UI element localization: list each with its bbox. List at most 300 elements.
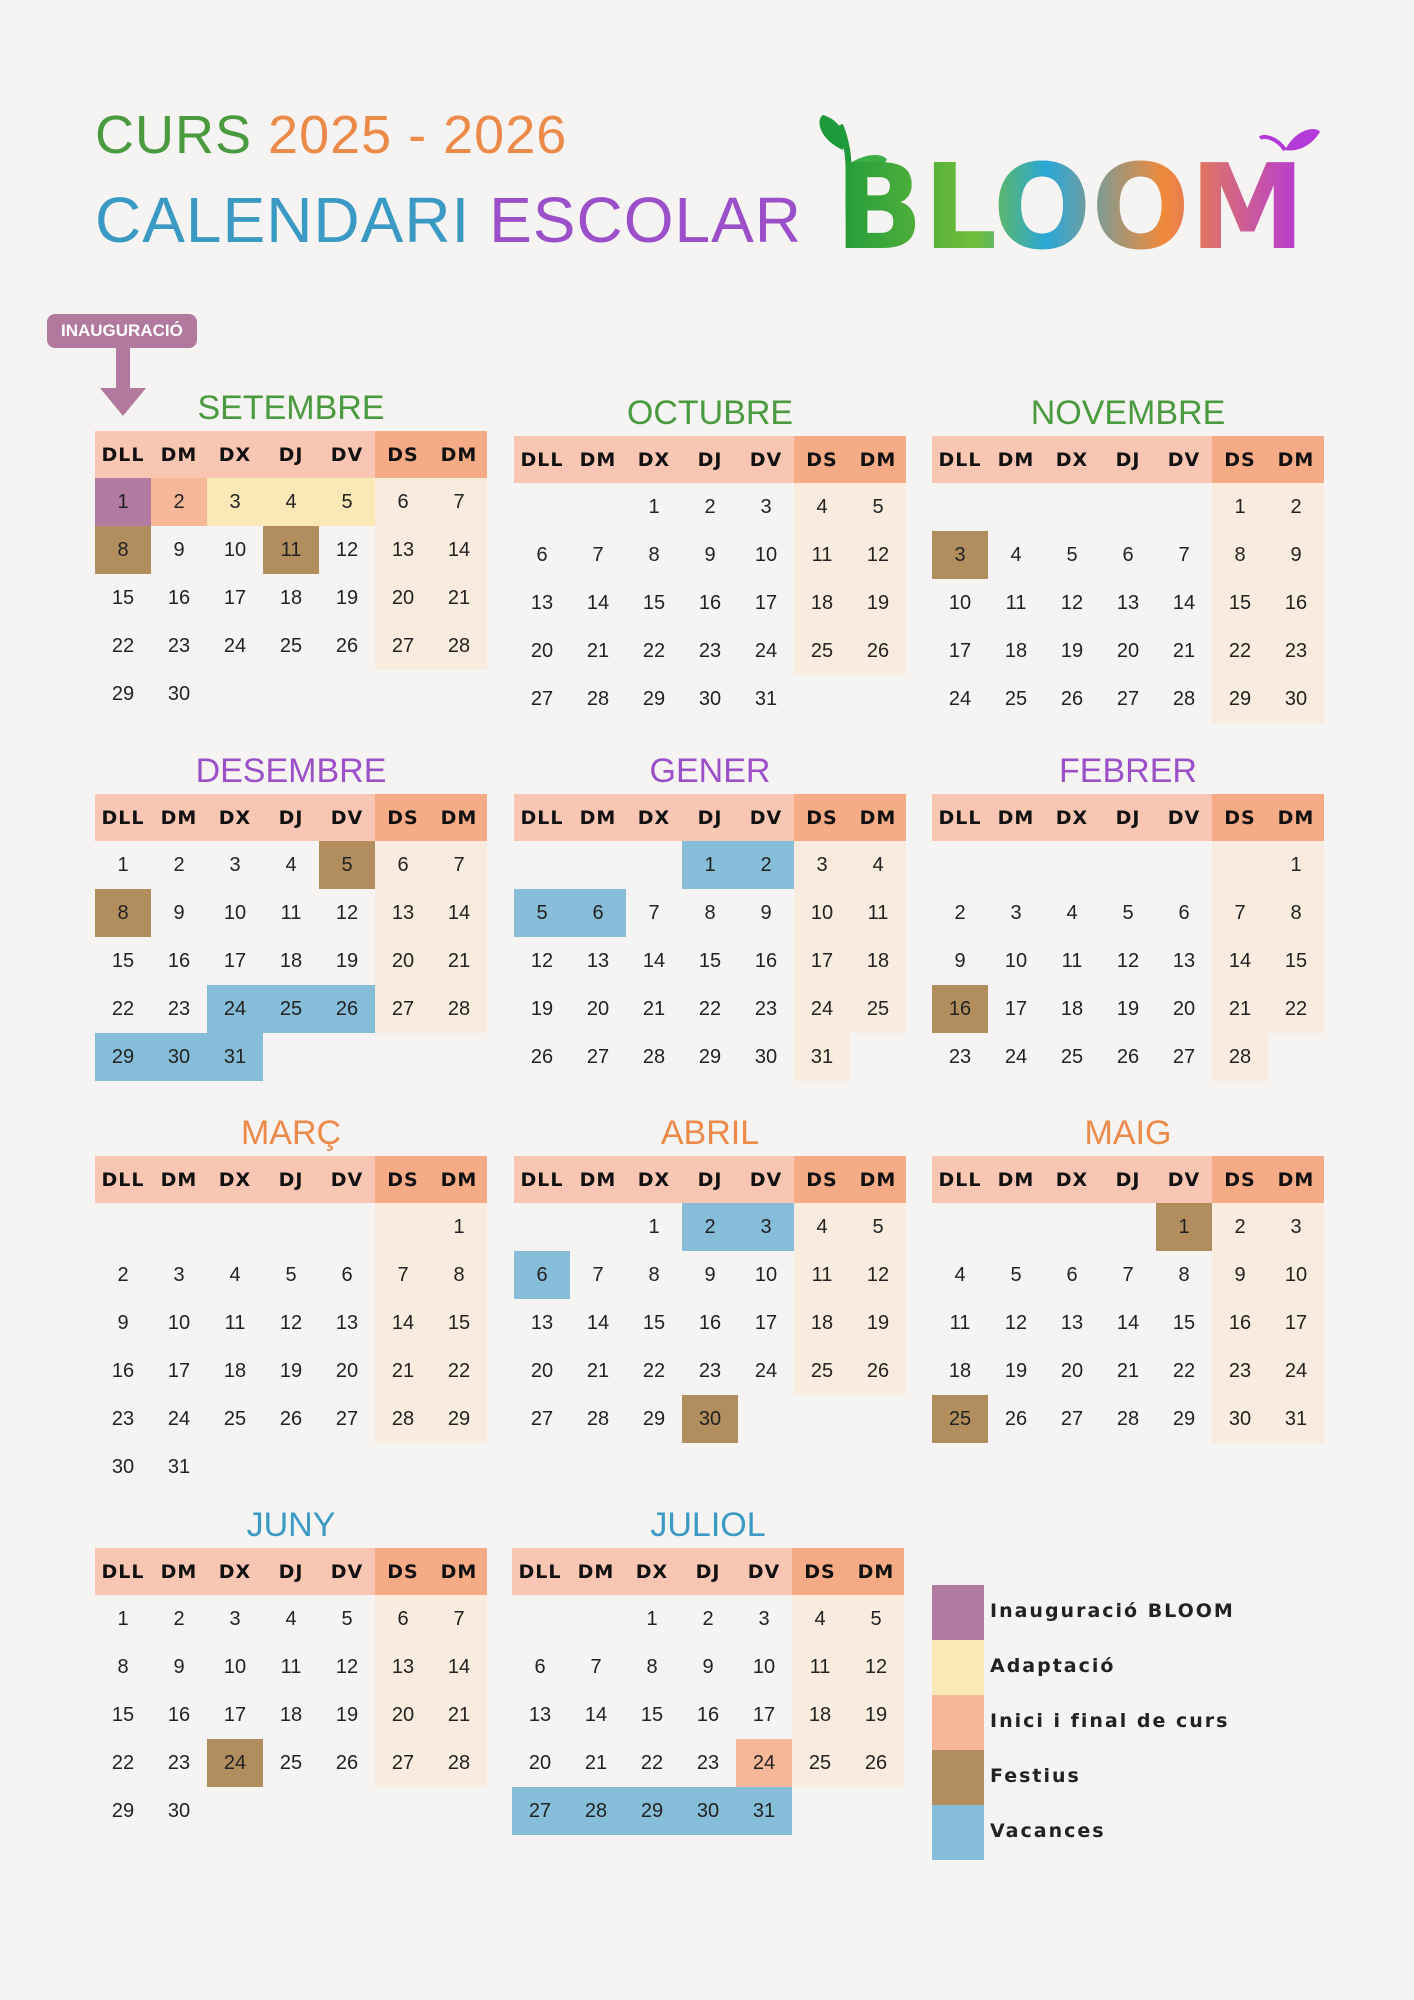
day-cell: 18 bbox=[794, 1299, 850, 1347]
day-cell: 28 bbox=[431, 1739, 487, 1787]
day-cell: 19 bbox=[335, 1703, 359, 1726]
day-cell: 11 bbox=[792, 1643, 848, 1691]
day-cell: 22 bbox=[1212, 627, 1268, 675]
day-cell: 12 bbox=[1060, 591, 1084, 614]
legend-swatch bbox=[932, 1640, 984, 1695]
day-cell: 2 bbox=[704, 495, 716, 518]
month-title: DESEMBRE bbox=[195, 752, 387, 790]
day-cell: 3 bbox=[794, 841, 850, 889]
day-cell: 15 bbox=[111, 586, 135, 609]
week-row bbox=[514, 1347, 906, 1395]
day-cell: 1 bbox=[682, 841, 738, 889]
day-cell: 27 bbox=[1116, 687, 1140, 710]
week-row bbox=[932, 531, 1324, 579]
day-cell: 14 bbox=[584, 1703, 608, 1726]
day-cell: 12 bbox=[1004, 1311, 1028, 1334]
day-cell: 29 bbox=[111, 1799, 135, 1822]
day-cell: 2 bbox=[151, 478, 207, 526]
empty-cell bbox=[151, 1203, 207, 1251]
day-cell: 14 bbox=[431, 526, 487, 574]
day-cell: 14 bbox=[1172, 591, 1196, 614]
day-cell: 22 bbox=[1172, 1359, 1196, 1382]
day-cell: 14 bbox=[431, 889, 487, 937]
weekday-label: DV bbox=[319, 1548, 375, 1595]
day-cell: 4 bbox=[792, 1595, 848, 1643]
weekday-label: DV bbox=[319, 431, 375, 478]
escolar-label: ESCOLAR bbox=[489, 184, 802, 256]
day-cell: 12 bbox=[850, 531, 906, 579]
week-row bbox=[512, 1739, 904, 1787]
weekday-label: DS bbox=[375, 431, 431, 478]
empty-cell bbox=[850, 675, 906, 723]
day-cell: 14 bbox=[586, 591, 610, 614]
bloom-logo bbox=[815, 110, 1325, 260]
day-cell: 12 bbox=[850, 1251, 906, 1299]
day-cell: 22 bbox=[1268, 985, 1324, 1033]
weekday-header bbox=[95, 794, 487, 841]
week-row bbox=[95, 526, 487, 574]
empty-cell bbox=[512, 1595, 568, 1643]
day-cell: 3 bbox=[760, 495, 772, 518]
day-cell: 26 bbox=[335, 1751, 359, 1774]
day-cell: 16 bbox=[698, 591, 722, 614]
month-7 bbox=[514, 1110, 906, 1443]
month-table bbox=[514, 794, 906, 1081]
day-cell: 7 bbox=[592, 543, 604, 566]
weekday-label: DS bbox=[1212, 1156, 1268, 1203]
weekday-label: DV bbox=[1156, 436, 1212, 483]
day-cell: 1 bbox=[117, 1607, 129, 1630]
day-cell: 9 bbox=[173, 1655, 185, 1678]
weekday-label: DJ bbox=[263, 794, 319, 841]
day-cell: 29 bbox=[624, 1787, 680, 1835]
weekday-label: DLL bbox=[932, 436, 988, 483]
day-cell: 18 bbox=[850, 937, 906, 985]
week-row bbox=[95, 841, 487, 889]
day-cell: 12 bbox=[335, 538, 359, 561]
day-cell: 6 bbox=[1178, 901, 1190, 924]
day-cell: 26 bbox=[335, 634, 359, 657]
day-cell: 21 bbox=[1116, 1359, 1140, 1382]
week-row bbox=[95, 1443, 487, 1491]
day-cell: 7 bbox=[1122, 1263, 1134, 1286]
day-cell: 27 bbox=[375, 622, 431, 670]
day-cell: 30 bbox=[1268, 675, 1324, 723]
day-cell: 1 bbox=[431, 1203, 487, 1251]
day-cell: 26 bbox=[848, 1739, 904, 1787]
day-cell: 14 bbox=[1116, 1311, 1140, 1334]
day-cell: 17 bbox=[794, 937, 850, 985]
weekday-header bbox=[514, 794, 906, 841]
day-cell: 15 bbox=[1172, 1311, 1196, 1334]
day-cell: 10 bbox=[754, 1263, 778, 1286]
weekday-label: DS bbox=[794, 436, 850, 483]
day-cell: 25 bbox=[794, 1347, 850, 1395]
day-cell: 24 bbox=[1268, 1347, 1324, 1395]
day-cell: 1 bbox=[646, 1607, 658, 1630]
week-row bbox=[932, 627, 1324, 675]
day-cell: 17 bbox=[948, 639, 972, 662]
day-cell: 2 bbox=[954, 901, 966, 924]
day-cell: 20 bbox=[375, 937, 431, 985]
month-3 bbox=[95, 748, 487, 1081]
day-cell: 15 bbox=[698, 949, 722, 972]
day-cell: 7 bbox=[648, 901, 660, 924]
day-cell: 2 bbox=[117, 1263, 129, 1286]
month-table bbox=[95, 431, 487, 718]
day-cell: 7 bbox=[375, 1251, 431, 1299]
calendari-label: CALENDARI bbox=[95, 184, 471, 256]
empty-cell bbox=[794, 675, 850, 723]
day-cell: 17 bbox=[754, 1311, 778, 1334]
weekday-label: DLL bbox=[95, 794, 151, 841]
legend-swatch bbox=[932, 1805, 984, 1860]
day-cell: 5 bbox=[319, 478, 375, 526]
day-cell: 18 bbox=[1004, 639, 1028, 662]
day-cell: 30 bbox=[167, 1799, 191, 1822]
week-row bbox=[95, 1643, 487, 1691]
weekday-label: DV bbox=[738, 1156, 794, 1203]
week-row bbox=[95, 985, 487, 1033]
day-cell: 5 bbox=[285, 1263, 297, 1286]
day-cell: 28 bbox=[586, 687, 610, 710]
day-cell: 4 bbox=[794, 483, 850, 531]
empty-cell bbox=[514, 1203, 570, 1251]
month-5 bbox=[932, 748, 1324, 1081]
day-cell: 22 bbox=[111, 1751, 135, 1774]
day-cell: 3 bbox=[173, 1263, 185, 1286]
course-title bbox=[95, 105, 567, 165]
day-cell: 22 bbox=[111, 634, 135, 657]
day-cell: 10 bbox=[1268, 1251, 1324, 1299]
weekday-label: DV bbox=[1156, 1156, 1212, 1203]
weekday-label: DM bbox=[988, 1156, 1044, 1203]
weekday-label: DLL bbox=[512, 1548, 568, 1595]
empty-cell bbox=[1268, 1033, 1324, 1081]
day-cell: 18 bbox=[794, 579, 850, 627]
week-row bbox=[95, 1739, 487, 1787]
day-cell: 8 bbox=[1178, 1263, 1190, 1286]
week-row bbox=[514, 675, 906, 723]
day-cell: 4 bbox=[229, 1263, 241, 1286]
day-cell: 1 bbox=[648, 1215, 660, 1238]
day-cell: 30 bbox=[680, 1787, 736, 1835]
day-cell: 24 bbox=[736, 1739, 792, 1787]
weekday-label: DV bbox=[738, 794, 794, 841]
empty-cell bbox=[319, 1787, 375, 1835]
day-cell: 22 bbox=[642, 639, 666, 662]
day-cell: 6 bbox=[534, 1655, 546, 1678]
weekday-label: DM bbox=[431, 1156, 487, 1203]
weekday-label: DM bbox=[570, 1156, 626, 1203]
day-cell: 30 bbox=[682, 1395, 738, 1443]
day-cell: 23 bbox=[948, 1045, 972, 1068]
empty-cell bbox=[375, 670, 431, 718]
empty-cell bbox=[375, 1443, 431, 1491]
day-cell: 11 bbox=[280, 901, 302, 924]
day-cell: 17 bbox=[1004, 997, 1028, 1020]
day-cell: 3 bbox=[1010, 901, 1022, 924]
weekday-label: DV bbox=[319, 794, 375, 841]
day-cell: 29 bbox=[1172, 1407, 1196, 1430]
week-row bbox=[932, 1395, 1324, 1443]
week-row bbox=[514, 1033, 906, 1081]
day-cell: 30 bbox=[754, 1045, 778, 1068]
day-cell: 7 bbox=[431, 1595, 487, 1643]
day-cell: 4 bbox=[285, 853, 297, 876]
day-cell: 16 bbox=[167, 1703, 191, 1726]
day-cell: 16 bbox=[167, 949, 191, 972]
week-row bbox=[95, 478, 487, 526]
week-row bbox=[95, 670, 487, 718]
legend-swatch bbox=[932, 1585, 984, 1640]
day-cell: 26 bbox=[1060, 687, 1084, 710]
day-cell: 13 bbox=[375, 1643, 431, 1691]
empty-cell bbox=[514, 483, 570, 531]
day-cell: 21 bbox=[642, 997, 666, 1020]
month-6 bbox=[95, 1110, 487, 1491]
day-cell: 11 bbox=[263, 526, 319, 574]
day-cell: 6 bbox=[514, 1251, 570, 1299]
weekday-label: DLL bbox=[514, 436, 570, 483]
day-cell: 5 bbox=[514, 889, 570, 937]
day-cell: 21 bbox=[1172, 639, 1196, 662]
weekday-label: DM bbox=[1268, 436, 1324, 483]
weekday-label: DX bbox=[626, 1156, 682, 1203]
day-cell: 27 bbox=[375, 1739, 431, 1787]
empty-cell bbox=[375, 1787, 431, 1835]
day-cell: 31 bbox=[736, 1787, 792, 1835]
day-cell: 9 bbox=[704, 1263, 716, 1286]
day-cell: 7 bbox=[1212, 889, 1268, 937]
weekday-label: DX bbox=[207, 1156, 263, 1203]
day-cell: 11 bbox=[949, 1311, 971, 1334]
weekday-label: DM bbox=[850, 794, 906, 841]
weekday-label: DJ bbox=[263, 1156, 319, 1203]
day-cell: 27 bbox=[530, 687, 554, 710]
weekday-label: DV bbox=[736, 1548, 792, 1595]
empty-cell bbox=[988, 1203, 1044, 1251]
weekday-label: DLL bbox=[932, 794, 988, 841]
day-cell: 3 bbox=[229, 853, 241, 876]
day-cell: 25 bbox=[932, 1395, 988, 1443]
day-cell: 23 bbox=[167, 634, 191, 657]
day-cell: 28 bbox=[1172, 687, 1196, 710]
day-cell: 2 bbox=[682, 1203, 738, 1251]
course-years: 2025 - 2026 bbox=[268, 105, 568, 165]
day-cell: 28 bbox=[1116, 1407, 1140, 1430]
weekday-label: DJ bbox=[682, 794, 738, 841]
day-cell: 16 bbox=[698, 1311, 722, 1334]
weekday-label: DX bbox=[1044, 1156, 1100, 1203]
day-cell: 8 bbox=[648, 1263, 660, 1286]
day-cell: 21 bbox=[375, 1347, 431, 1395]
day-cell: 10 bbox=[223, 901, 247, 924]
day-cell: 13 bbox=[375, 889, 431, 937]
empty-cell bbox=[319, 1443, 375, 1491]
month-table bbox=[514, 436, 906, 723]
month-title: NOVEMBRE bbox=[1030, 394, 1226, 432]
day-cell: 11 bbox=[850, 889, 906, 937]
week-row bbox=[514, 1251, 906, 1299]
day-cell: 18 bbox=[948, 1359, 972, 1382]
weekday-label: DS bbox=[375, 1548, 431, 1595]
day-cell: 11 bbox=[794, 1251, 850, 1299]
day-cell: 31 bbox=[167, 1455, 191, 1478]
empty-cell bbox=[263, 670, 319, 718]
month-4 bbox=[514, 748, 906, 1081]
day-cell: 1 bbox=[1212, 483, 1268, 531]
month-8 bbox=[932, 1110, 1324, 1443]
day-cell: 16 bbox=[754, 949, 778, 972]
day-cell: 3 bbox=[758, 1607, 770, 1630]
day-cell: 17 bbox=[223, 1703, 247, 1726]
month-table bbox=[932, 1156, 1324, 1443]
day-cell: 20 bbox=[375, 574, 431, 622]
day-cell: 27 bbox=[586, 1045, 610, 1068]
day-cell: 11 bbox=[794, 531, 850, 579]
weekday-label: DX bbox=[1044, 794, 1100, 841]
week-row bbox=[932, 675, 1324, 723]
day-cell: 5 bbox=[1010, 1263, 1022, 1286]
week-row bbox=[512, 1691, 904, 1739]
weekday-label: DM bbox=[151, 794, 207, 841]
day-cell: 26 bbox=[530, 1045, 554, 1068]
day-cell: 7 bbox=[590, 1655, 602, 1678]
week-row bbox=[932, 1203, 1324, 1251]
day-cell: 25 bbox=[1060, 1045, 1084, 1068]
empty-cell bbox=[792, 1787, 848, 1835]
day-cell: 18 bbox=[279, 586, 303, 609]
day-cell: 17 bbox=[1268, 1299, 1324, 1347]
week-row bbox=[514, 483, 906, 531]
legend-label: Festius bbox=[990, 1765, 1081, 1787]
day-cell: 25 bbox=[850, 985, 906, 1033]
day-cell: 11 bbox=[224, 1311, 246, 1334]
calendar-title bbox=[95, 185, 802, 255]
month-table bbox=[514, 1156, 906, 1443]
day-cell: 26 bbox=[279, 1407, 303, 1430]
week-row bbox=[932, 1347, 1324, 1395]
day-cell: 13 bbox=[1116, 591, 1140, 614]
empty-cell bbox=[850, 1395, 906, 1443]
week-row bbox=[514, 985, 906, 1033]
empty-cell bbox=[263, 1203, 319, 1251]
month-9 bbox=[95, 1502, 487, 1835]
week-row bbox=[932, 1299, 1324, 1347]
month-title: MARÇ bbox=[240, 1114, 342, 1152]
day-cell: 24 bbox=[1004, 1045, 1028, 1068]
day-cell: 20 bbox=[1116, 639, 1140, 662]
week-row bbox=[512, 1787, 904, 1835]
empty-cell bbox=[319, 1203, 375, 1251]
empty-cell bbox=[431, 670, 487, 718]
day-cell: 3 bbox=[1268, 1203, 1324, 1251]
weekday-label: DS bbox=[794, 794, 850, 841]
day-cell: 15 bbox=[1268, 937, 1324, 985]
week-row bbox=[514, 1299, 906, 1347]
weekday-label: DS bbox=[792, 1548, 848, 1595]
weekday-label: DJ bbox=[680, 1548, 736, 1595]
day-cell: 30 bbox=[167, 682, 191, 705]
empty-cell bbox=[932, 1203, 988, 1251]
day-cell: 20 bbox=[1060, 1359, 1084, 1382]
day-cell: 19 bbox=[335, 949, 359, 972]
month-table bbox=[95, 1156, 487, 1491]
week-row bbox=[95, 1299, 487, 1347]
day-cell: 26 bbox=[850, 1347, 906, 1395]
day-cell: 2 bbox=[173, 1607, 185, 1630]
day-cell: 20 bbox=[530, 1359, 554, 1382]
month-title: OCTUBRE bbox=[626, 394, 794, 432]
empty-cell bbox=[794, 1395, 850, 1443]
day-cell: 9 bbox=[117, 1311, 129, 1334]
week-row bbox=[95, 1033, 487, 1081]
empty-cell bbox=[626, 841, 682, 889]
empty-cell bbox=[1100, 841, 1156, 889]
day-cell: 23 bbox=[1268, 627, 1324, 675]
weekday-label: DM bbox=[431, 794, 487, 841]
day-cell: 22 bbox=[642, 1359, 666, 1382]
day-cell: 24 bbox=[794, 985, 850, 1033]
day-cell: 13 bbox=[1060, 1311, 1084, 1334]
day-cell: 15 bbox=[642, 1311, 666, 1334]
day-cell: 5 bbox=[319, 841, 375, 889]
day-cell: 22 bbox=[111, 997, 135, 1020]
day-cell: 28 bbox=[642, 1045, 666, 1068]
week-row bbox=[514, 627, 906, 675]
day-cell: 23 bbox=[696, 1751, 720, 1774]
day-cell: 23 bbox=[754, 997, 778, 1020]
week-row bbox=[932, 985, 1324, 1033]
day-cell: 3 bbox=[738, 1203, 794, 1251]
day-cell: 8 bbox=[646, 1655, 658, 1678]
day-cell: 17 bbox=[223, 949, 247, 972]
legend-swatch bbox=[932, 1695, 984, 1750]
empty-cell bbox=[848, 1787, 904, 1835]
week-row bbox=[512, 1595, 904, 1643]
day-cell: 27 bbox=[1172, 1045, 1196, 1068]
day-cell: 24 bbox=[207, 985, 263, 1033]
day-cell: 29 bbox=[698, 1045, 722, 1068]
day-cell: 29 bbox=[1212, 675, 1268, 723]
day-cell: 4 bbox=[954, 1263, 966, 1286]
day-cell: 1 bbox=[117, 853, 129, 876]
day-cell: 26 bbox=[319, 985, 375, 1033]
empty-cell bbox=[570, 841, 626, 889]
week-row bbox=[514, 1395, 906, 1443]
weekday-label: DLL bbox=[95, 1548, 151, 1595]
day-cell: 27 bbox=[1060, 1407, 1084, 1430]
weekday-label: DJ bbox=[263, 1548, 319, 1595]
day-cell: 13 bbox=[1172, 949, 1196, 972]
weekday-label: DM bbox=[431, 1548, 487, 1595]
day-cell: 2 bbox=[702, 1607, 714, 1630]
day-cell: 6 bbox=[375, 478, 431, 526]
day-cell: 4 bbox=[1066, 901, 1078, 924]
empty-cell bbox=[375, 1033, 431, 1081]
weekday-label: DJ bbox=[1100, 436, 1156, 483]
day-cell: 9 bbox=[954, 949, 966, 972]
weekday-label: DLL bbox=[514, 1156, 570, 1203]
weekday-label: DM bbox=[151, 1548, 207, 1595]
day-cell: 7 bbox=[592, 1263, 604, 1286]
empty-cell bbox=[207, 670, 263, 718]
weekday-label: DM bbox=[850, 1156, 906, 1203]
empty-cell bbox=[263, 1443, 319, 1491]
weekday-label: DV bbox=[319, 1156, 375, 1203]
day-cell: 10 bbox=[223, 1655, 247, 1678]
